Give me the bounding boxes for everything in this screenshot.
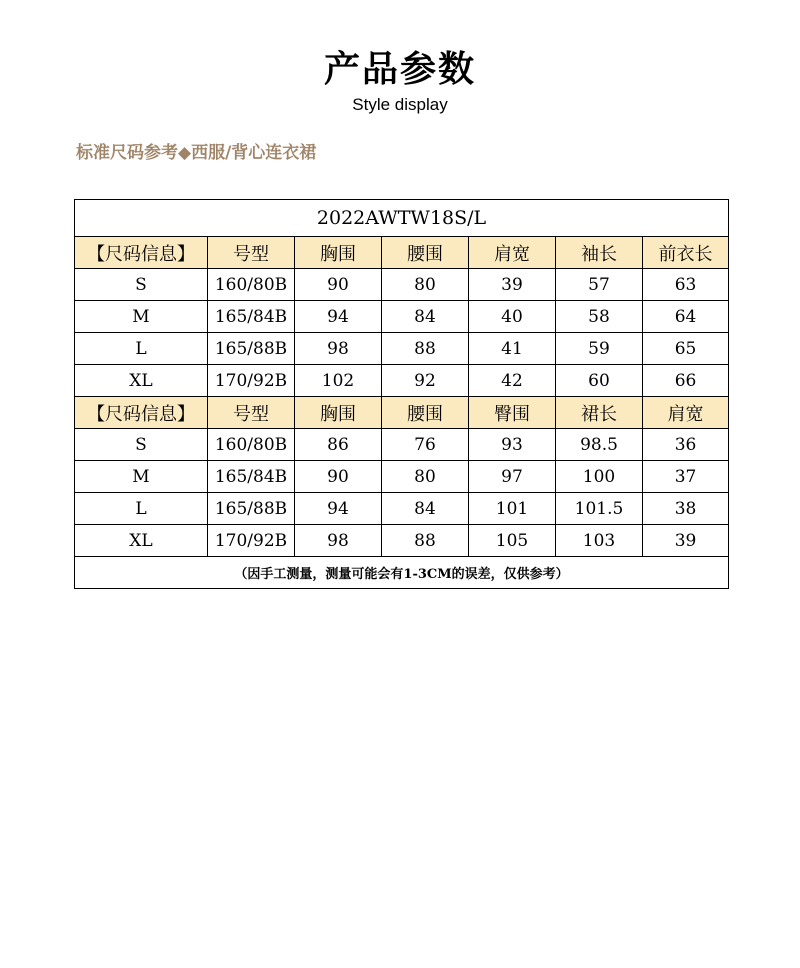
header-cell: 胸围 [295,237,382,269]
table-cell: 93 [469,429,556,461]
table-cell: 59 [556,333,643,365]
table-cell: 39 [469,269,556,301]
header-cell: 胸围 [295,397,382,429]
table-cell: 160/80B [208,429,295,461]
section-heading: 标准尺码参考◆西服/背心连衣裙 [76,143,317,163]
table-cell: 170/92B [208,365,295,397]
table-cell: 160/80B [208,269,295,301]
table-cell: 88 [382,525,469,557]
table-cell: 63 [643,269,729,301]
table-cell: L [75,333,208,365]
table-cell: 94 [295,493,382,525]
page-title: 产品参数 [323,49,476,90]
table-cell: 101.5 [556,493,643,525]
jacket-header-row [75,237,729,269]
table-cell: 39 [643,525,729,557]
table-cell: 92 [382,365,469,397]
table-cell: 41 [469,333,556,365]
header-cell: 号型 [208,237,295,269]
table-cell: 84 [382,301,469,333]
table-cell: 98 [295,333,382,365]
table-cell: 57 [556,269,643,301]
header-cell: 裙长 [556,397,643,429]
table-cell: S [75,269,208,301]
header-cell: 腰围 [382,397,469,429]
table-cell: M [75,461,208,493]
model-number: 2022AWTW18S/L [75,200,729,237]
table-cell: M [75,301,208,333]
table-cell: 65 [643,333,729,365]
table-cell: 94 [295,301,382,333]
table-cell: 64 [643,301,729,333]
table-cell: 105 [469,525,556,557]
note-row [75,557,729,589]
table-cell: 98.5 [556,429,643,461]
table-row [75,269,729,301]
table-cell: 80 [382,461,469,493]
table-row [75,525,729,557]
measurement-note: （因手工测量，测量可能会有1-3CM的误差，仅供参考） [75,557,729,589]
table-cell: 40 [469,301,556,333]
table-cell: 101 [469,493,556,525]
table-cell: 38 [643,493,729,525]
table-row [75,461,729,493]
table-cell: 80 [382,269,469,301]
table-cell: 42 [469,365,556,397]
page-subtitle: Style display [352,95,448,114]
header-cell: 【尺码信息】 [75,237,208,269]
header-cell: 袖长 [556,237,643,269]
table-cell: 90 [295,269,382,301]
table-cell: 165/84B [208,461,295,493]
size-chart-table [74,199,729,589]
header-cell: 【尺码信息】 [75,397,208,429]
table-cell: 90 [295,461,382,493]
header-cell: 肩宽 [643,397,729,429]
table-cell: 88 [382,333,469,365]
table-cell: 58 [556,301,643,333]
table-cell: XL [75,525,208,557]
table-cell: 98 [295,525,382,557]
header-cell: 号型 [208,397,295,429]
table-row [75,333,729,365]
table-title-row [75,200,729,237]
table-cell: 170/92B [208,525,295,557]
table-cell: 86 [295,429,382,461]
table-cell: S [75,429,208,461]
dress-header-row [75,397,729,429]
table-cell: 97 [469,461,556,493]
table-cell: XL [75,365,208,397]
table-cell: 60 [556,365,643,397]
table-cell: 36 [643,429,729,461]
table-row [75,301,729,333]
table-cell: 84 [382,493,469,525]
table-cell: 37 [643,461,729,493]
table-row [75,493,729,525]
table-row [75,429,729,461]
table-cell: 165/88B [208,493,295,525]
table-cell: 66 [643,365,729,397]
table-cell: 103 [556,525,643,557]
table-cell: 165/88B [208,333,295,365]
table-row [75,365,729,397]
header-cell: 肩宽 [469,237,556,269]
table-cell: 102 [295,365,382,397]
header-cell: 臀围 [469,397,556,429]
table-cell: L [75,493,208,525]
table-cell: 100 [556,461,643,493]
table-cell: 165/84B [208,301,295,333]
table-cell: 76 [382,429,469,461]
header-cell: 前衣长 [643,237,729,269]
header-cell: 腰围 [382,237,469,269]
